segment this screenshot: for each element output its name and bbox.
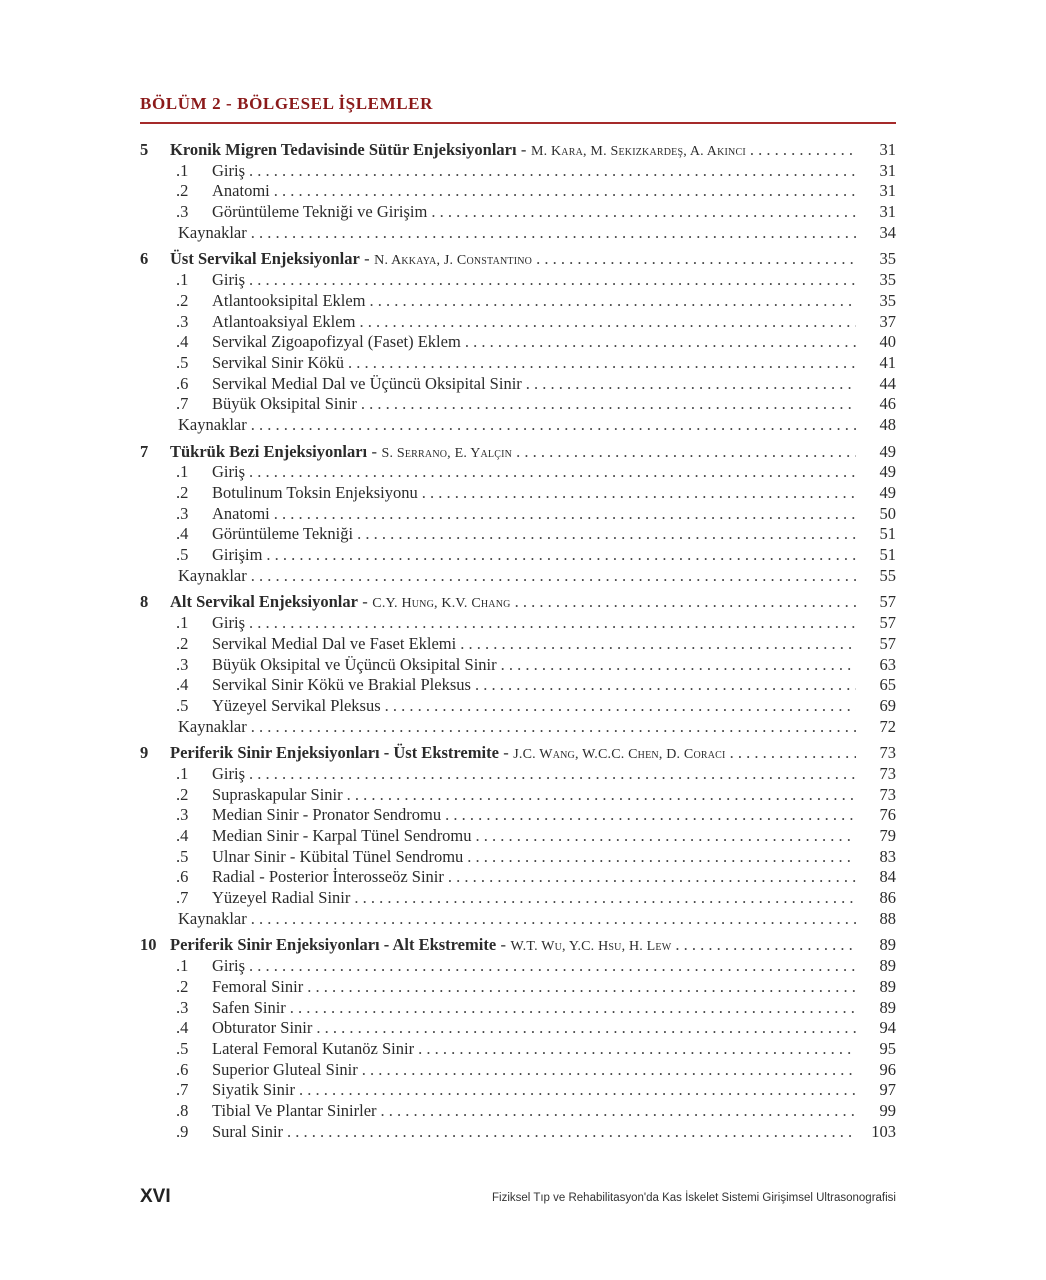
author-separator: -	[357, 592, 373, 612]
section-title[interactable]: Femoral Sinir	[212, 976, 304, 996]
chapter-number: 7	[140, 441, 149, 461]
dot-leader	[460, 634, 856, 655]
section-title[interactable]: Servikal Sinir Kökü	[212, 352, 344, 372]
section-title[interactable]: Giriş	[212, 613, 245, 633]
chapter-block	[140, 442, 896, 587]
chapter-title[interactable]: Alt Servikal Enjeksiyonlar	[170, 592, 358, 612]
section-title[interactable]: Safen Sinir	[212, 997, 286, 1017]
book-title-footer: Fiziksel Tıp ve Rehabilitasyon'da Kas İskelet Sistemi Girişimsel Ultrasonografisi	[492, 1192, 896, 1204]
section-number: .3	[176, 202, 189, 222]
chapter-number: 6	[140, 249, 149, 269]
section-number: .7	[176, 394, 189, 414]
section-row[interactable]	[140, 1080, 896, 1101]
heading-rule	[140, 122, 896, 124]
references-page: 55	[879, 565, 896, 585]
chapter-title[interactable]: Kronik Migren Tedavisinde Sütür Enjeksiyonları	[170, 140, 517, 159]
section-number: .2	[176, 181, 189, 201]
section-page: 79	[879, 826, 896, 845]
dot-leader	[347, 785, 856, 806]
section-page: 83	[879, 846, 896, 866]
section-number: .5	[176, 352, 189, 372]
section-number: .9	[176, 1121, 189, 1141]
chapter-block	[140, 592, 896, 737]
section-row[interactable]	[140, 374, 896, 395]
section-page: 51	[879, 524, 896, 544]
section-title[interactable]: Giriş	[212, 462, 245, 482]
chapter-title[interactable]: Tükrük Bezi Enjeksiyonları	[170, 441, 368, 461]
section-number: .3	[176, 503, 189, 523]
references-label[interactable]: Kaynaklar	[178, 716, 247, 736]
chapter-title[interactable]: Üst Servikal Enjeksiyonlar	[170, 249, 360, 269]
section-number: .5	[176, 695, 189, 715]
chapter-page: 57	[879, 592, 896, 612]
references-row[interactable]	[140, 566, 896, 587]
dot-leader	[362, 1060, 856, 1081]
section-number: .5	[176, 545, 189, 565]
section-row[interactable]	[140, 888, 896, 909]
chapter-page: 49	[879, 441, 896, 461]
section-row[interactable]	[140, 1060, 896, 1081]
dot-leader	[348, 353, 856, 374]
section-title[interactable]: Girişim	[212, 545, 263, 565]
dot-leader	[359, 312, 856, 333]
chapter-number: 5	[140, 140, 149, 159]
section-title[interactable]: Servikal Medial Dal ve Faset Eklemi	[212, 633, 457, 653]
section-title[interactable]: Giriş	[212, 763, 245, 783]
dot-leader	[431, 202, 856, 223]
dot-leader	[370, 291, 856, 312]
section-row[interactable]	[140, 312, 896, 333]
section-number: .6	[176, 867, 189, 887]
section-title[interactable]: Radial - Posterior İnterosseöz Sinir	[212, 867, 444, 887]
section-row[interactable]	[140, 462, 896, 483]
dot-leader	[354, 888, 856, 909]
section-title[interactable]: Servikal Zigoapofizyal (Faset) Eklem	[212, 332, 461, 352]
section-title[interactable]: Giriş	[212, 160, 245, 180]
references-label[interactable]: Kaynaklar	[178, 565, 247, 585]
section-page: 86	[879, 888, 896, 908]
dot-leader	[750, 140, 856, 161]
section-title[interactable]: Lateral Femoral Kutanöz Sinir	[212, 1038, 415, 1058]
chapter-author-list	[499, 743, 726, 766]
section-row[interactable]	[140, 524, 896, 545]
section-number: .1	[176, 763, 189, 783]
section-title[interactable]: Supraskapular Sinir	[212, 784, 343, 804]
section-number: .2	[176, 290, 189, 310]
section-page: 73	[879, 784, 896, 804]
author-separator: -	[359, 249, 375, 269]
dot-leader	[422, 483, 856, 504]
dot-leader	[361, 394, 856, 415]
section-row[interactable]	[140, 1039, 896, 1060]
section-title[interactable]: Superior Gluteal Sinir	[212, 1059, 358, 1079]
section-title[interactable]: Görüntüleme Tekniği	[212, 524, 354, 544]
references-row[interactable]	[140, 223, 896, 244]
section-title[interactable]: Anatomi	[212, 181, 270, 201]
section-number: .4	[176, 826, 189, 845]
section-title[interactable]: Büyük Oksipital ve Üçüncü Oksipital Sinir	[212, 654, 497, 674]
dot-leader	[418, 1039, 856, 1060]
section-page: 94	[879, 1018, 896, 1038]
section-page: 35	[879, 270, 896, 290]
chapter-author-list	[367, 442, 512, 465]
chapter-authors: J.C. Wang, W.C.C. Chen, D. Coraci	[513, 747, 726, 763]
section-page: 35	[879, 290, 896, 310]
section-row[interactable]	[140, 847, 896, 868]
references-page: 72	[879, 716, 896, 736]
chapter-authors: C.Y. Hung, K.V. Chang	[372, 596, 511, 612]
dot-leader	[526, 374, 856, 395]
section-number: .1	[176, 613, 189, 633]
section-page: 49	[879, 462, 896, 482]
section-page: 84	[879, 867, 896, 887]
section-number: .6	[176, 1059, 189, 1079]
section-title[interactable]: Servikal Sinir Kökü ve Brakial Pleksus	[212, 675, 471, 695]
dot-leader	[251, 415, 856, 436]
section-title[interactable]: Servikal Medial Dal ve Üçüncü Oksipital Sinir	[212, 373, 522, 393]
chapter-number: 8	[140, 592, 149, 612]
section-row[interactable]	[140, 1101, 896, 1122]
section-number: .7	[176, 888, 189, 908]
section-number: .4	[176, 1018, 189, 1038]
section-number: .5	[176, 846, 189, 866]
section-page: 31	[879, 202, 896, 222]
references-row[interactable]	[140, 717, 896, 738]
section-page: 31	[879, 181, 896, 201]
chapter-block	[140, 249, 896, 435]
section-row[interactable]	[140, 977, 896, 998]
dot-leader	[249, 161, 856, 182]
table-of-contents	[140, 140, 896, 1148]
section-number: .8	[176, 1100, 189, 1120]
dot-leader	[501, 655, 856, 676]
dot-leader	[465, 332, 856, 353]
section-title[interactable]: Median Sinir - Karpal Tünel Sendromu	[212, 826, 472, 845]
section-number: .1	[176, 956, 189, 976]
references-label[interactable]: Kaynaklar	[178, 222, 247, 242]
section-number: .2	[176, 976, 189, 996]
section-row[interactable]	[140, 394, 896, 415]
section-row[interactable]	[140, 202, 896, 223]
dot-leader	[290, 998, 856, 1019]
section-row[interactable]	[140, 613, 896, 634]
chapter-row[interactable]	[140, 140, 896, 161]
dot-leader	[385, 696, 856, 717]
dot-leader	[467, 847, 856, 868]
section-row[interactable]	[140, 332, 896, 353]
dot-leader	[357, 524, 856, 545]
section-title[interactable]: Tibial Ve Plantar Sinirler	[212, 1100, 377, 1120]
section-page: 41	[879, 352, 896, 372]
references-label[interactable]: Kaynaklar	[178, 414, 247, 434]
chapter-page: 73	[879, 743, 896, 763]
section-page: 31	[879, 160, 896, 180]
section-title[interactable]: Yüzeyel Servikal Pleksus	[212, 695, 381, 715]
dot-leader	[307, 977, 856, 998]
section-row[interactable]	[140, 826, 896, 847]
chapter-author-list	[360, 249, 532, 272]
dot-leader	[251, 717, 856, 738]
section-number: .2	[176, 483, 189, 502]
chapter-author-list	[517, 140, 746, 163]
section-page: 95	[879, 1038, 896, 1058]
dot-leader	[251, 566, 856, 587]
section-row[interactable]	[140, 675, 896, 696]
dot-leader	[536, 249, 856, 270]
dot-leader	[251, 909, 856, 930]
section-number: .4	[176, 332, 189, 352]
section-row[interactable]	[140, 504, 896, 525]
section-number: .2	[176, 784, 189, 804]
dot-leader	[515, 592, 856, 613]
section-row[interactable]	[140, 867, 896, 888]
dot-leader	[249, 764, 856, 785]
chapter-authors: S. Serrano, E. Yalçın	[381, 445, 513, 461]
dot-leader	[476, 826, 856, 847]
part-heading: BÖLÜM 2 - BÖLGESEL İŞLEMLER	[140, 94, 433, 113]
section-page: 57	[879, 613, 896, 633]
references-row[interactable]	[140, 909, 896, 930]
dot-leader	[299, 1080, 856, 1101]
section-row[interactable]	[140, 805, 896, 826]
references-label[interactable]: Kaynaklar	[178, 908, 247, 928]
section-title[interactable]: Atlantooksipital Eklem	[212, 290, 366, 310]
section-page: 89	[879, 997, 896, 1017]
dot-leader	[448, 867, 856, 888]
chapter-title[interactable]: Periferik Sinir Enjeksiyonları - Alt Ekstremite	[170, 935, 497, 955]
section-title[interactable]: Median Sinir - Pronator Sendromu	[212, 805, 442, 825]
dot-leader	[287, 1122, 856, 1143]
chapter-block	[140, 140, 896, 243]
section-row[interactable]	[140, 353, 896, 374]
author-separator: -	[498, 743, 514, 763]
dot-leader	[730, 743, 856, 764]
section-number: .1	[176, 270, 189, 290]
dot-leader	[274, 181, 856, 202]
section-row[interactable]	[140, 270, 896, 291]
section-title[interactable]: Giriş	[212, 270, 245, 290]
section-row[interactable]	[140, 161, 896, 182]
chapter-authors: W.T. Wu, Y.C. Hsu, H. Lew	[510, 939, 672, 955]
references-page: 88	[879, 908, 896, 928]
dot-leader	[475, 675, 856, 696]
dot-leader	[274, 504, 856, 525]
chapter-title[interactable]: Periferik Sinir Enjeksiyonları - Üst Ekstremite	[170, 743, 499, 763]
section-page: 73	[879, 763, 896, 783]
chapter-row[interactable]	[140, 743, 896, 764]
section-page: 89	[879, 976, 896, 996]
section-number: .1	[176, 462, 189, 482]
chapter-author-list	[358, 592, 511, 615]
references-row[interactable]	[140, 415, 896, 436]
chapter-page: 35	[879, 249, 896, 269]
chapter-page: 31	[879, 140, 896, 159]
dot-leader	[316, 1018, 856, 1039]
dot-leader	[381, 1101, 856, 1122]
dot-leader	[266, 545, 856, 566]
section-number: .1	[176, 160, 189, 180]
section-title[interactable]: Ulnar Sinir - Kübital Tünel Sendromu	[212, 846, 464, 866]
section-row[interactable]	[140, 545, 896, 566]
references-page: 34	[879, 222, 896, 242]
section-title[interactable]: Atlantoaksiyal Eklem	[212, 311, 356, 331]
section-row[interactable]	[140, 634, 896, 655]
section-number: .2	[176, 633, 189, 653]
dot-leader	[251, 223, 856, 244]
section-row[interactable]	[140, 764, 896, 785]
dot-leader	[249, 956, 856, 977]
dot-leader	[249, 462, 856, 483]
section-page: 99	[879, 1100, 896, 1120]
author-separator: -	[496, 935, 511, 955]
section-row[interactable]	[140, 956, 896, 977]
section-row[interactable]	[140, 998, 896, 1019]
page-number: XVI	[140, 1186, 171, 1207]
chapter-row[interactable]	[140, 442, 896, 463]
section-number: .3	[176, 805, 189, 825]
section-title[interactable]: Siyatik Sinir	[212, 1080, 295, 1100]
section-row[interactable]	[140, 1018, 896, 1039]
section-page: 103	[871, 1121, 896, 1141]
chapter-block	[140, 935, 896, 1142]
section-number: .7	[176, 1080, 189, 1100]
section-page: 51	[879, 545, 896, 565]
section-row[interactable]	[140, 483, 896, 504]
chapter-number: 9	[140, 743, 149, 763]
section-row[interactable]	[140, 696, 896, 717]
section-title[interactable]: Obturator Sinir	[212, 1018, 313, 1038]
section-number: .3	[176, 997, 189, 1017]
section-title[interactable]: Anatomi	[212, 503, 270, 523]
dot-leader	[675, 935, 856, 956]
section-page: 44	[879, 373, 896, 393]
section-number: .3	[176, 654, 189, 674]
section-title[interactable]: Büyük Oksipital Sinir	[212, 394, 357, 414]
section-number: .3	[176, 311, 189, 331]
section-page: 89	[879, 956, 896, 976]
dot-leader	[249, 270, 856, 291]
chapter-row[interactable]	[140, 249, 896, 270]
section-page: 40	[879, 332, 896, 352]
section-row[interactable]	[140, 785, 896, 806]
section-row[interactable]	[140, 655, 896, 676]
author-separator: -	[367, 441, 382, 461]
chapter-row[interactable]	[140, 935, 896, 956]
dot-leader	[516, 442, 856, 463]
dot-leader	[445, 805, 856, 826]
section-row[interactable]	[140, 291, 896, 312]
section-page: 63	[879, 654, 896, 674]
chapter-block	[140, 743, 896, 929]
section-page: 96	[879, 1059, 896, 1079]
section-page: 57	[879, 633, 896, 653]
section-number: .4	[176, 675, 189, 695]
section-page: 76	[879, 805, 896, 825]
chapter-author-list	[496, 935, 671, 958]
dot-leader	[249, 613, 856, 634]
section-row[interactable]	[140, 181, 896, 202]
section-number: .6	[176, 373, 189, 393]
section-number: .4	[176, 524, 189, 544]
section-title[interactable]: Giriş	[212, 956, 245, 976]
section-title[interactable]: Botulinum Toksin Enjeksiyonu	[212, 483, 418, 502]
section-page: 46	[879, 394, 896, 414]
section-title[interactable]: Yüzeyel Radial Sinir	[212, 888, 351, 908]
chapter-row[interactable]	[140, 592, 896, 613]
references-page: 48	[879, 414, 896, 434]
chapter-number: 10	[140, 935, 157, 955]
section-title[interactable]: Sural Sinir	[212, 1121, 284, 1141]
section-page: 65	[879, 675, 896, 695]
section-page: 37	[879, 311, 896, 331]
section-page: 97	[879, 1080, 896, 1100]
section-page: 49	[879, 483, 896, 502]
section-row[interactable]	[140, 1122, 896, 1143]
section-title[interactable]: Görüntüleme Tekniği ve Girişim	[212, 202, 428, 222]
section-page: 50	[879, 503, 896, 523]
section-page: 69	[879, 695, 896, 715]
chapter-authors: N. Akkaya, J. Constantino	[374, 253, 533, 269]
chapter-authors: M. Kara, M. Sekizkardeş, A. Akıncı	[530, 144, 746, 159]
section-number: .5	[176, 1038, 189, 1058]
author-separator: -	[516, 140, 531, 159]
chapter-page: 89	[879, 935, 896, 955]
